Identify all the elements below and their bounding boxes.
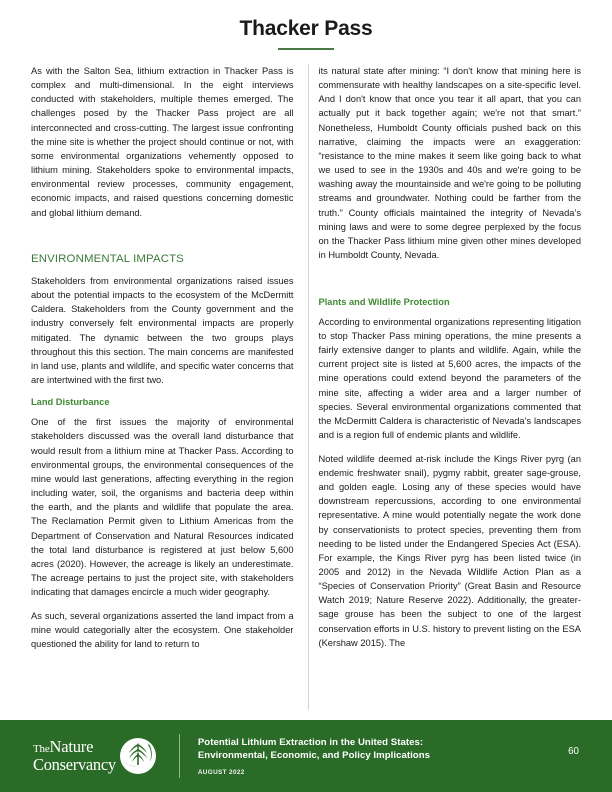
- logo-word-the: The: [33, 743, 50, 755]
- right-column: [306, 64, 582, 710]
- paragraph: As with the Salton Sea, lithium extraction in Thacker Pass is complex and multi-dimensional. In the eight interviews conducted with stakeholders, multiple themes emerged. The challenges posed by the Thacker Pass project are all interconnected and cross-cutting. The largest issue confronting the mine site is whether the project should continue or not, with some environmental organizations vehemently opposed to lithium mining. Stakeholders spoke to environmental impacts, environmental review processes, community engagement, economic impacts, and raised questions concerning domestic and global lithium demand.: [31, 66, 294, 218]
- section-spacer: [319, 272, 582, 287]
- report-title-line-2: Environmental, Economic, and Policy Implications: [197, 750, 431, 761]
- footer-report-info: [198, 736, 430, 777]
- section-spacer: [31, 229, 294, 244]
- logo-line-the-nature: [33, 739, 116, 756]
- paragraph: Noted wildlife deemed at-risk include the Kings River pyrg (an endemic freshwater snail), pygmy rabbit, greater sage-grouse, and golden eagle. Losing any of these species would have downstream repercussions, according to one environmental representative. A mine would potentially negate the work done by conservationists to protect species, preventing them from needing to be listed under the Endangered Species Act (ESA). For example, the Kings River pyrg has been listed twice (in 2005 and 2012) in the Nevada Wildlife Action Plan as a “Species of Conservation Priority” (Great Basin and Resource Watch 2019; Nature Reserve 2022). Additionally, the greater-sage grouse has been the subject to one of the largest conservation efforts in U.S. history to prevent listing on the ESA (Kershaw 2015). The: [318, 453, 581, 648]
- logo-word-nature: Nature: [49, 737, 94, 756]
- paragraph: One of the first issues the majority of environmental stakeholders discussed was the overall land disturbance that would result from a lithium mine at Thacker Pass. According to environmental groups, the environmental consequences of the mine would last generations, affecting everything in the region including water, soil, the organisms and bacteria deep within the earth, and the plants and wildlife that populate the area. The Reclamation Permit given to Lithium Americas from the Department of Conservation and Natural Resources indicated the total land disturbance is registered at just below 5,600 acres (2020). However, the acreage is likely an underestimate. The acreage pertains to just the project site, with stakeholders indicating that damages encircle a much wider geography.: [31, 417, 294, 598]
- paragraph: Stakeholders from environmental organizations raised issues about the potential impacts to the ecosystem of the McDermitt Caldera. Stakeholders from the County government and the industry conversely felt environmental impacts are properly mitigated. The dynamic between the two groups plays throughout this this section. The main concerns are manifested in land use, plants and wildlife, and specific water concerns that are intertwined with the first two.: [31, 275, 294, 385]
- footer-divider: [179, 734, 180, 778]
- logo-word-conservancy: Conservancy: [33, 754, 116, 774]
- article-body: [31, 64, 581, 710]
- globe-oak-leaf-icon: [119, 737, 157, 775]
- page-footer: [0, 720, 612, 792]
- report-title-line-1: Potential Lithium Extraction in the United States:: [197, 736, 424, 748]
- sub-heading-plants-and-wildlife-protection: Plants and Wildlife Protection: [318, 296, 450, 307]
- page-title: Thacker Pass: [239, 17, 373, 40]
- logo-wordmark: [33, 739, 116, 773]
- paragraph: According to environmental organizations representing litigation to stop Thacker Pass mining operations, the mine presents a fairly extensive danger to plants and wildlife. Again, while the current project site is listed at 5,600 acres, the impacts of the mine operations could extend beyond the parameters of the mine site, affecting a wider area and a larger number of species. Several environmental organizations commented that the McDermitt Caldera is characteristic of Nevada’s landscapes and is a region full of endemic plants and wildlife.: [318, 316, 581, 441]
- report-date: AUGUST 2022: [197, 769, 245, 777]
- sub-heading-land-disturbance: Land Disturbance: [31, 397, 110, 408]
- paragraph: its natural state after mining: “I don't know that mining here is commensurate with healthy landscapes on a site-specific level. And I don't know that once you tear it all apart, that you can actually put it back together again; we're not that smart.” Nonetheless, Humboldt County officials pushed back on this narrative, claiming the impacts were an exaggeration: “resistance to the mine makes it seem like going back to what we used to see in the 1930s and 40s and we're going to be washing away the mountainside and we're going to be polluting streams and groundwater. Nothing could be farther from the truth.” County officials maintained the integrity of Nevada’s mining laws and were to some degree perplexed by the focus on the Thacker Pass lithium mine given other mines developed in Humboldt County, Nevada.: [318, 66, 581, 261]
- nature-conservancy-logo: [33, 733, 157, 779]
- title-underline-rule: [278, 48, 334, 50]
- left-column: [31, 64, 306, 710]
- section-heading-environmental-impacts: ENVIRONMENTAL IMPACTS: [31, 253, 184, 266]
- page-number: 60: [568, 746, 579, 757]
- paragraph: As such, several organizations asserted the land impact from a mine would categorially alter the ecosystem. One stakeholder questioned the ability for land to return to: [31, 610, 294, 650]
